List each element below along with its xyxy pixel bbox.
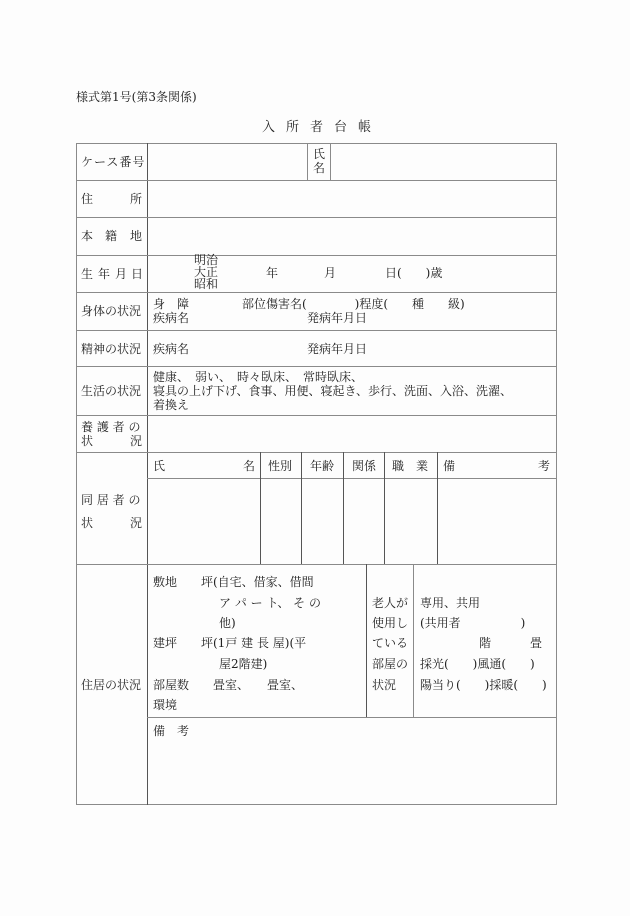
birth-label-4: 日: [131, 267, 144, 281]
elder-room-label-3: ている: [372, 636, 409, 650]
table-border-bottom: [76, 804, 557, 805]
guardian-field[interactable]: [148, 415, 556, 452]
case-number-field[interactable]: [148, 143, 307, 180]
room-light-ventilation: 採光( )風通( ): [420, 657, 535, 671]
elder-room-label-2: 使用し: [372, 616, 409, 630]
elder-room-label-4: 部屋の: [372, 657, 409, 671]
col-header-name-b: 名: [243, 459, 256, 473]
physical-disease: 疾病名: [153, 311, 190, 325]
guardian-label-1: 養 護 者 の: [81, 420, 141, 434]
mental-label: 精神の状況: [81, 342, 142, 356]
row-divider: [76, 366, 557, 367]
housing-site-other: 他): [219, 616, 236, 630]
domicile-field[interactable]: [148, 217, 556, 255]
table-border-left: [76, 143, 77, 805]
col-header-remarks-b: 考: [538, 459, 551, 473]
room-tatami: 畳: [530, 636, 543, 650]
housing-building: 建坪 坪(1戸 建 長 屋)(平: [153, 636, 307, 650]
birth-day-age: 日( )歳: [385, 266, 443, 280]
physical-onset: 発病年月日: [307, 311, 368, 325]
housing-remarks-label: 備 考: [153, 724, 190, 738]
birth-label-2: 年: [98, 267, 111, 281]
row-divider: [76, 330, 557, 331]
room-shared-with: (共用者 ): [420, 616, 526, 630]
name-label-1: 氏: [313, 147, 326, 161]
housing-remarks-divider: [147, 717, 557, 718]
row-divider: [76, 452, 557, 453]
living-line-2: 寝具の上げ下げ、食事、用便、寝起き、歩行、洗面、入浴、洗濯、: [153, 384, 513, 398]
mental-onset: 発病年月日: [307, 342, 368, 356]
living-line-1: 健康、 弱い、 時々臥床、 常時臥床、: [153, 370, 364, 384]
name-label-2: 名: [313, 161, 326, 175]
birth-year: 年: [266, 266, 279, 280]
cohabitant-occupation-cell[interactable]: [385, 479, 437, 564]
domicile-label-2: 籍: [105, 229, 118, 243]
living-label: 生活の状況: [81, 384, 142, 398]
domicile-label-1: 本: [81, 229, 94, 243]
cohabitant-label-2a: 状: [81, 516, 94, 530]
cohabitant-label-1: 同 居 者 の: [81, 493, 141, 507]
cohabitant-name-cell[interactable]: [148, 479, 260, 564]
housing-site-cont: ア パ ー ト、 そ の: [219, 596, 321, 610]
housing-rooms: 部屋数 畳室、 畳室、: [153, 678, 304, 692]
elder-room-label-5: 状況: [372, 678, 397, 692]
room-sunlight-heating: 陽当り( )採暖( ): [420, 678, 547, 692]
physical-injury-degree: 部位傷害名( )程度( 種 級): [242, 297, 465, 311]
address-field[interactable]: [148, 180, 556, 217]
col-header-sex: 性別: [268, 459, 293, 473]
cohabitant-sex-cell[interactable]: [261, 479, 301, 564]
birth-month: 月: [324, 266, 337, 280]
cohabitant-relation-cell[interactable]: [344, 479, 384, 564]
physical-disability: 身 障: [153, 297, 190, 311]
living-line-3: 着換え: [153, 398, 190, 412]
guardian-label-2b: 況: [130, 434, 143, 448]
housing-divider: [366, 564, 367, 717]
address-label-1: 住: [81, 192, 94, 206]
domicile-label-3: 地: [130, 229, 143, 243]
row-divider: [76, 292, 557, 293]
physical-label: 身体の状況: [81, 304, 142, 318]
room-floor: 階: [479, 636, 492, 650]
birth-label-3: 月: [115, 267, 128, 281]
cohabitant-label-2b: 況: [130, 516, 143, 530]
guardian-label-2a: 状: [81, 434, 94, 448]
row-divider: [76, 255, 557, 256]
room-exclusive-shared: 専用、共用: [420, 596, 481, 610]
form-id: 様式第1号(第3条関係): [76, 90, 197, 104]
era-meiji[interactable]: 明治: [194, 253, 219, 267]
name-divider-left: [307, 143, 308, 180]
cohabitant-remarks-cell[interactable]: [438, 479, 556, 564]
name-field[interactable]: [331, 143, 556, 180]
row-divider: [76, 564, 557, 565]
address-label-2: 所: [130, 192, 143, 206]
table-border-right: [556, 143, 557, 805]
col-header-name-a: 氏: [153, 459, 166, 473]
col-header-remarks-a: 備: [443, 459, 456, 473]
elder-room-label-1: 老人が: [372, 596, 409, 610]
housing-building-cont: 屋2階建): [219, 657, 268, 671]
col-header-age: 年齢: [310, 459, 335, 473]
era-showa[interactable]: 昭和: [194, 277, 219, 291]
col-header-occupation: 職 業: [392, 459, 429, 473]
case-number-value[interactable]: [81, 143, 147, 180]
birth-label-1: 生: [81, 267, 94, 281]
housing-remarks-field[interactable]: [148, 740, 556, 804]
mental-disease: 疾病名: [153, 342, 190, 356]
housing-environment: 環境: [153, 698, 178, 712]
cohabitant-age-cell[interactable]: [302, 479, 343, 564]
era-taisho[interactable]: 大正: [194, 265, 219, 279]
col-header-relation: 関係: [352, 459, 377, 473]
case-number-label: ケース番号: [81, 155, 146, 169]
page-title: 入所者台帳: [262, 120, 383, 135]
housing-label: 住居の状況: [81, 678, 142, 692]
housing-divider: [413, 564, 414, 717]
housing-site: 敷地 坪(自宅、借家、借間: [153, 575, 314, 589]
